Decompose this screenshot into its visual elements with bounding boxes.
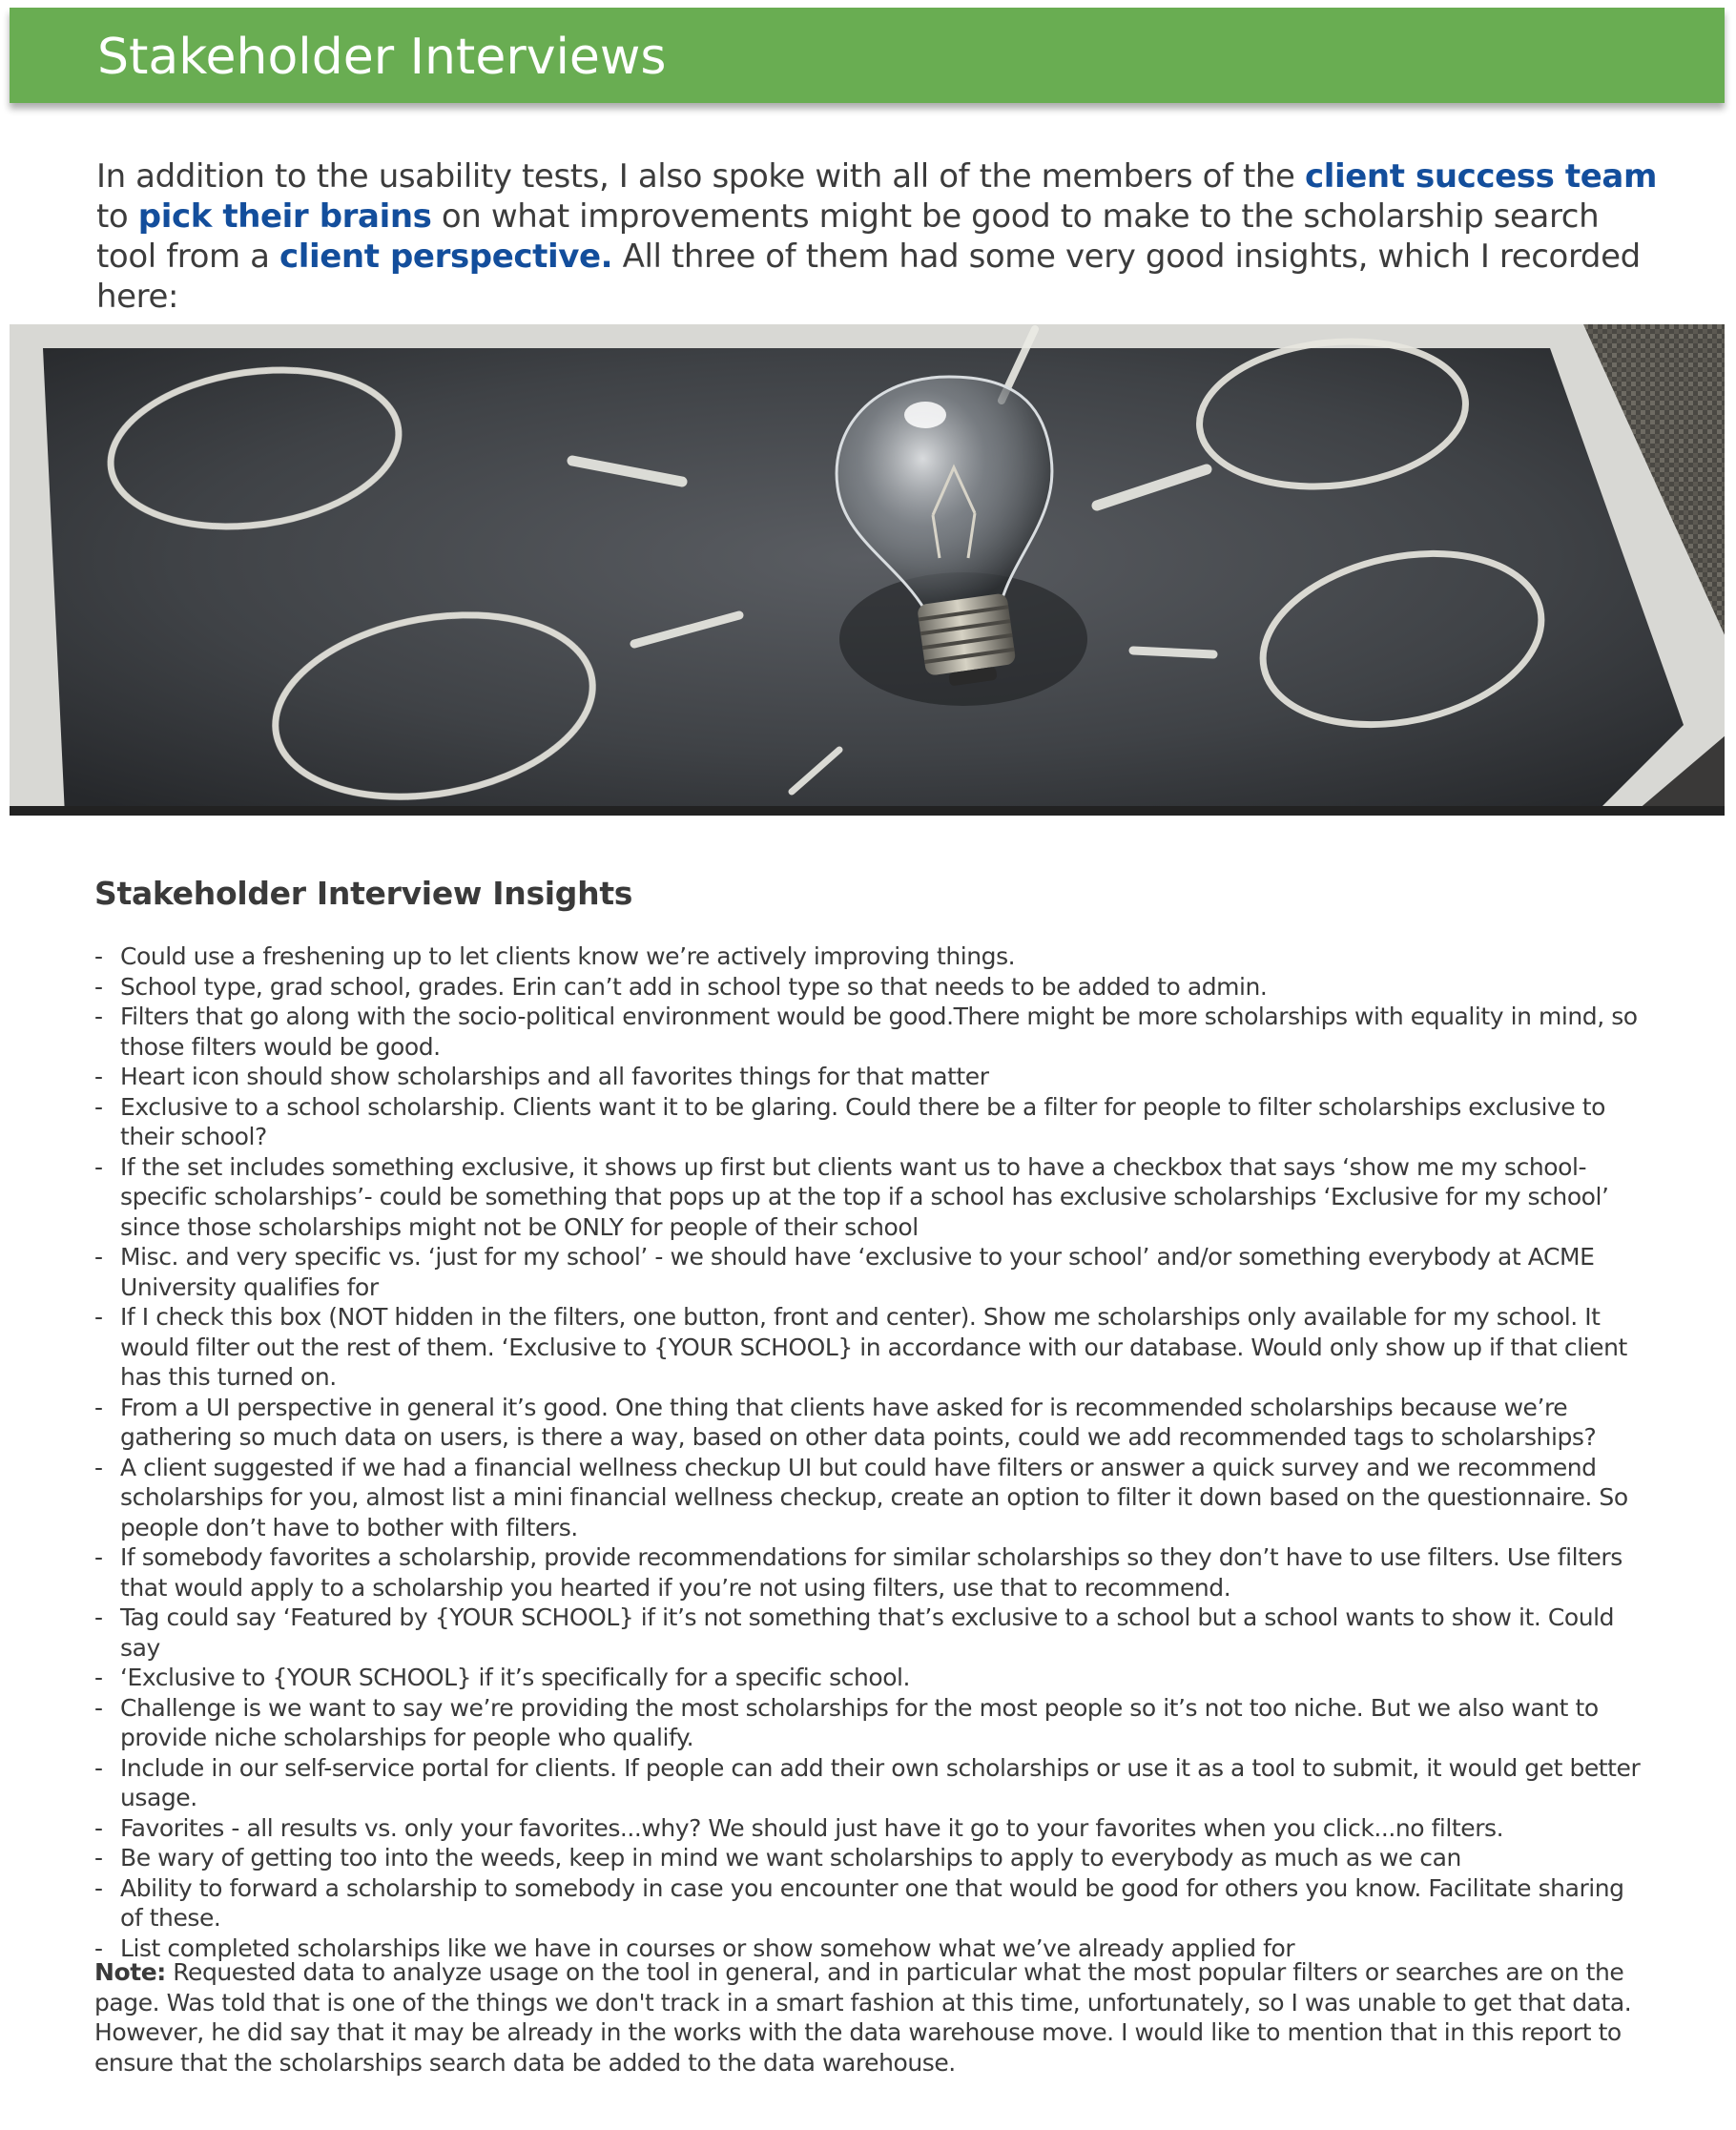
- note-text: Requested data to analyze usage on the tool in general, and in particular what the most popular filters or searches are on the page. Was told that is one of the things we don't track in a smart fashion at this time, unfortunately, so I was unable to get that data. However, he did say that it may be already in the works with the data warehouse move. I would like to mention that in this report to ensure that the scholarships search data be added to the data warehouse.: [94, 1958, 1632, 2077]
- hero-image-chalkboard-lightbulb: [10, 324, 1725, 816]
- note-paragraph: [94, 1957, 1678, 2078]
- list-item: - A client suggested if we had a financial wellness checkup UI but could have filters or answer a quick survey and we recommend scholarships for you, almost list a mini financial wellness checkup, create an option to filter it down based on the questionnaire. So people don’t have to bother with filters.: [94, 1453, 1649, 1543]
- list-item: - ‘Exclusive to {YOUR SCHOOL} if it’s specifically for a specific school.: [94, 1663, 1649, 1693]
- list-item: - School type, grad school, grades. Erin can’t add in school type so that needs to be added to admin.: [94, 972, 1649, 1003]
- list-item: - Exclusive to a school scholarship. Clients want it to be glaring. Could there be a filter for people to filter scholarships exclusive to their school?: [94, 1092, 1649, 1152]
- list-item: - Tag could say ‘Featured by {YOUR SCHOOL} if it’s not something that’s exclusive to a school but a school wants to show it. Could say: [94, 1603, 1649, 1663]
- header-banner: [10, 8, 1725, 103]
- highlight-client-perspective: client perspective.: [279, 238, 613, 276]
- insights-list: [94, 941, 1649, 1963]
- list-item: - If the set includes something exclusive, it shows up first but clients want us to have a checkbox that says ‘show me my school-specific scholarships’- could be something that pops up at the top if a school has exclusive scholarships ‘Exclusive for my school’ since those scholarships might not be ONLY for people of their school: [94, 1152, 1649, 1243]
- list-item: - If I check this box (NOT hidden in the filters, one button, front and center). Show me scholarships only available for my school. It would filter out the rest of them. ‘Exclusive to {YOUR SCHOOL} in accordance with our database. Would only show up if that client has this turned on.: [94, 1302, 1649, 1393]
- list-item: - Be wary of getting too into the weeds, keep in mind we want scholarships to apply to everybody as much as we can: [94, 1843, 1649, 1873]
- page-title: Stakeholder Interviews: [97, 29, 667, 86]
- list-item: - Challenge is we want to say we’re providing the most scholarships for the most people so it’s not too niche. But we also want to provide niche scholarships for people who qualify.: [94, 1693, 1649, 1753]
- intro-text: In addition to the usability tests, I also spoke with all of the members of the: [96, 157, 1305, 196]
- list-item: - Ability to forward a scholarship to somebody in case you encounter one that would be good for others you know. Facilitate sharing of these.: [94, 1873, 1649, 1934]
- list-item: - Could use a freshening up to let clients know we’re actively improving things.: [94, 941, 1649, 972]
- intro-text: on what improvements might be good to make to the scholarship search tool from a: [96, 197, 1600, 276]
- intro-paragraph: [96, 156, 1661, 317]
- list-item: - Include in our self-service portal for clients. If people can add their own scholarships or use it as a tool to submit, it would get better usage.: [94, 1753, 1649, 1813]
- list-item: - From a UI perspective in general it’s good. One thing that clients have asked for is recommended scholarships because we’re gathering so much data on users, is there a way, based on other data points, could we add recommended tags to scholarships?: [94, 1393, 1649, 1453]
- insights-heading: Stakeholder Interview Insights: [94, 875, 633, 912]
- intro-text: All three of them had some very good insights, which I recorded here:: [96, 238, 1641, 316]
- highlight-client-success-team: client success team: [1304, 157, 1657, 196]
- intro-text: to: [96, 197, 138, 236]
- note-label: Note:: [94, 1958, 166, 1986]
- list-item: - List completed scholarships like we have in courses or show somehow what we’ve already applied for: [94, 1934, 1649, 1964]
- list-item: - Heart icon should show scholarships and all favorites things for that matter: [94, 1062, 1649, 1092]
- list-item: - Filters that go along with the socio-political environment would be good.There might be more scholarships with equality in mind, so those filters would be good.: [94, 1002, 1649, 1062]
- list-item: - Misc. and very specific vs. ‘just for my school’ - we should have ‘exclusive to your school’ and/or something everybody at ACME University qualifies for: [94, 1242, 1649, 1302]
- list-item: - If somebody favorites a scholarship, provide recommendations for similar scholarships so they don’t have to use filters. Use filters that would apply to a scholarship you hearted if you’re not using filters, use that to recommend.: [94, 1542, 1649, 1603]
- list-item: - Favorites - all results vs. only your favorites...why? We should just have it go to your favorites when you click...no filters.: [94, 1813, 1649, 1844]
- highlight-pick-their-brains: pick their brains: [137, 197, 432, 236]
